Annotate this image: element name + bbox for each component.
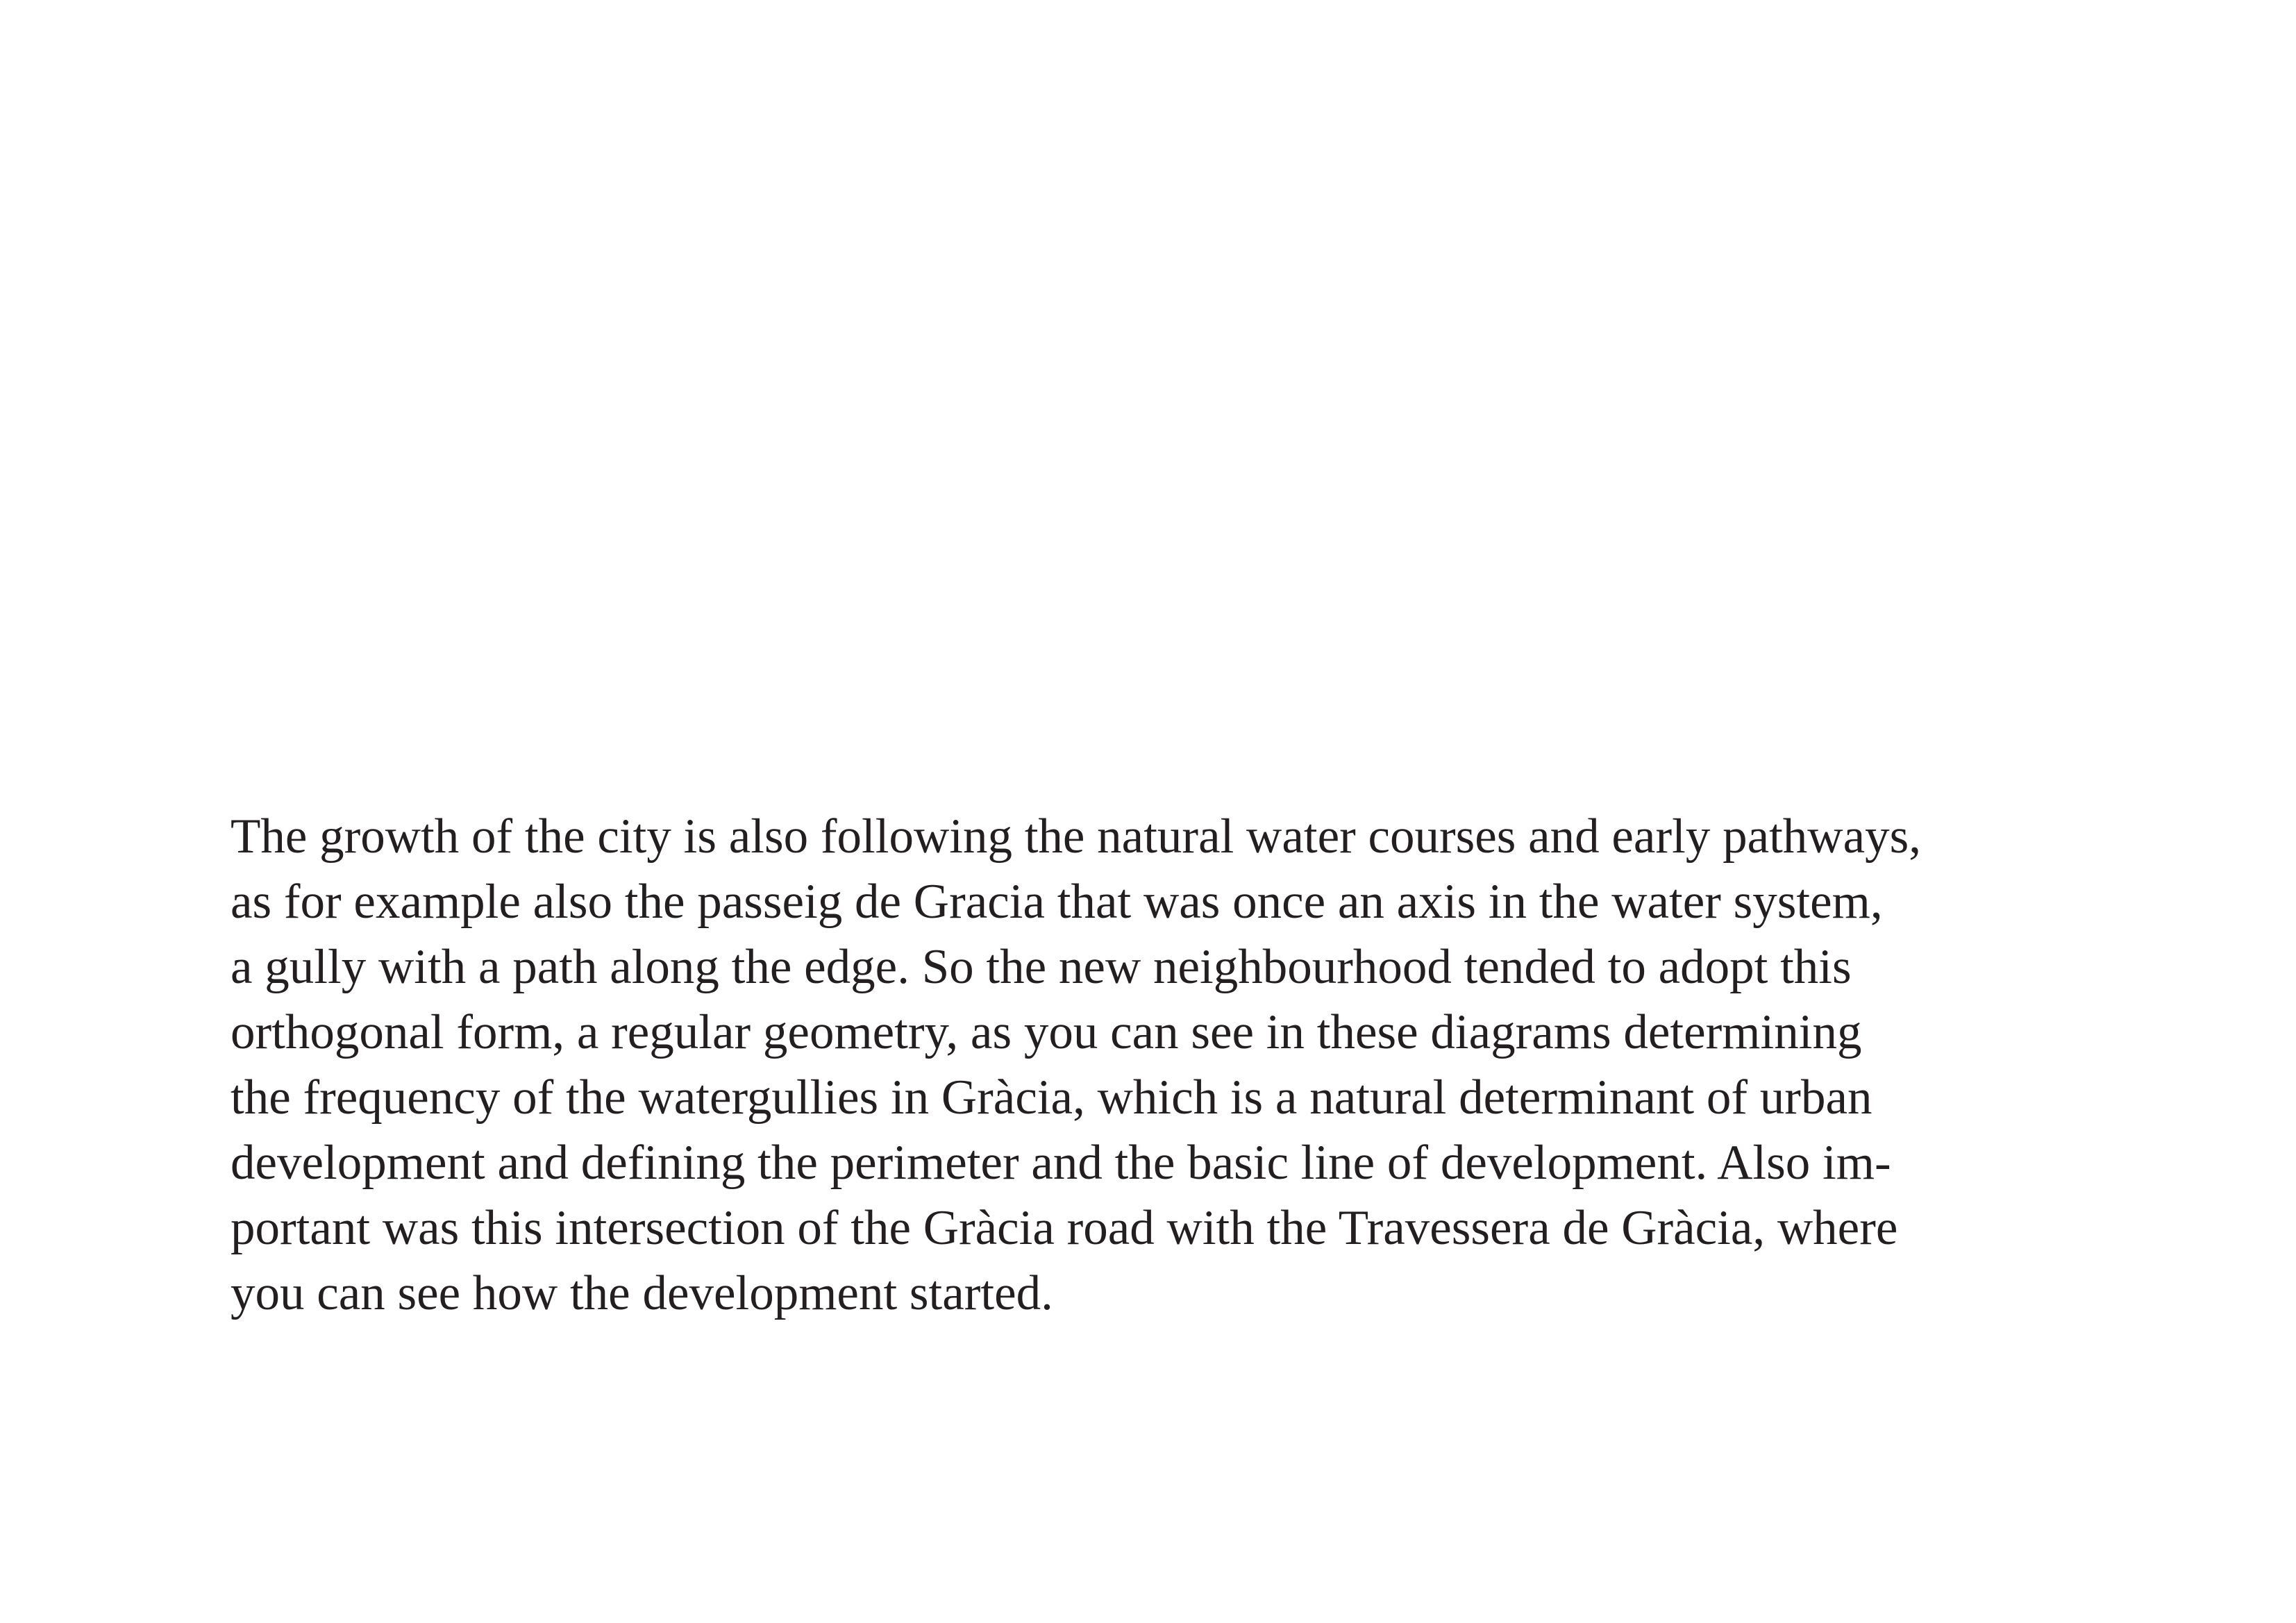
body-paragraph — [231, 804, 2105, 1326]
paragraph-line-3: a gully with a path along the edge. So the new neighbourhood tended to adopt this — [231, 940, 1852, 994]
paragraph-line-2: as for example also the passeig de Gracia that was once an axis in the water system, — [231, 875, 1883, 929]
paragraph-line-8: you can see how the development started. — [231, 1266, 1053, 1320]
paragraph-line-5: the frequency of the watergullies in Gràcia, which is a natural determinant of urban — [231, 1070, 1872, 1125]
paragraph-line-1: The growth of the city is also following the natural water courses and early pathways, — [231, 809, 1921, 864]
paragraph-line-6: development and defining the perimeter and the basic line of development. Also im- — [231, 1136, 1891, 1190]
paragraph-line-4: orthogonal form, a regular geometry, as you can see in these diagrams determining — [231, 1005, 1862, 1059]
paragraph-line-7: portant was this intersection of the Gràcia road with the Travessera de Gràcia, where — [231, 1201, 1898, 1255]
